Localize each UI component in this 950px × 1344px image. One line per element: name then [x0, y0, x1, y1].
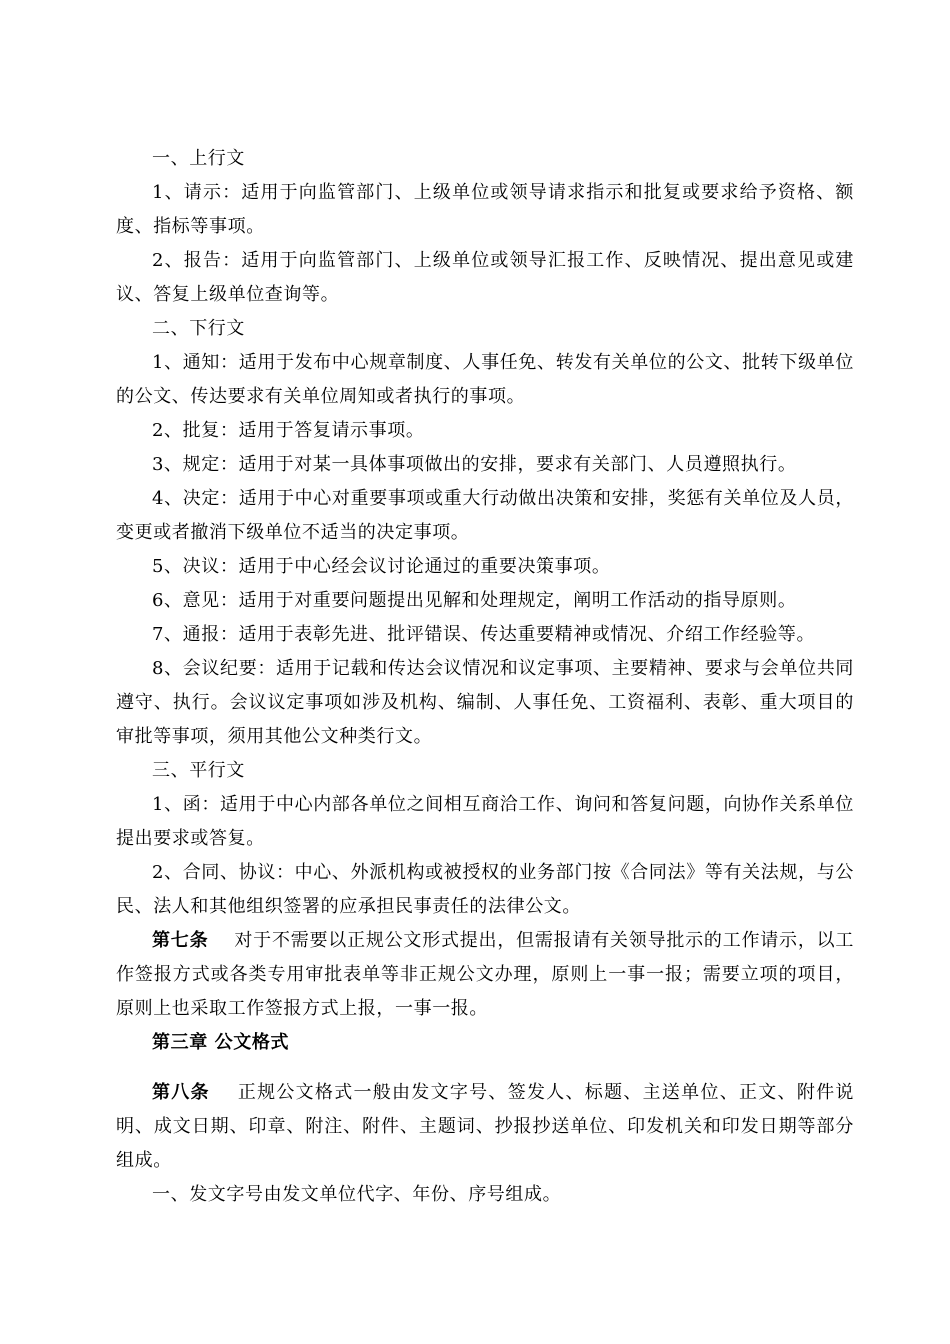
article-8-label: 第八条 [152, 1082, 210, 1103]
item-decision: 4、决定：适用于中心对重要事项或重大行动做出决策和安排，奖惩有关单位及人员，变更或者撤消下级单位不适当的决定事项。 [116, 488, 854, 543]
section-heading-upward: 一、上行文 [152, 148, 245, 169]
document-body [116, 142, 854, 1212]
item-letter: 1、函：适用于中心内部各单位之间相互商洽工作、询问和答复问题，向协作关系单位提出要求或答复。 [116, 794, 854, 849]
article-7-text: 对于不需要以正规公文形式提出，但需报请有关领导批示的工作请示，以工作签报方式或各类专用审批表单等非正规公文办理，原则上一事一报；需要立项的项目，原则上也采取工作签报方式上报，一事一报。 [116, 930, 854, 1019]
item-regulation: 3、规定：适用于对某一具体事项做出的安排，要求有关部门、人员遵照执行。 [152, 454, 797, 475]
article-8-text: 正规公文格式一般由发文字号、签发人、标题、主送单位、正文、附件说明、成文日期、印章、附注、附件、主题词、抄报抄送单位、印发机关和印发日期等部分组成。 [116, 1082, 854, 1171]
item-notice: 1、通知：适用于发布中心规章制度、人事任免、转发有关单位的公文、批转下级单位的公文、传达要求有关单位周知或者执行的事项。 [116, 352, 854, 407]
article-7-label: 第七条 [152, 930, 209, 951]
item-request: 1、请示：适用于向监管部门、上级单位或领导请求指示和批复或要求给予资格、额度、指标等事项。 [116, 182, 854, 237]
article-8 [116, 1076, 854, 1178]
chapter-3-title: 第三章 公文格式 [152, 1032, 290, 1053]
section-heading-parallel: 三、平行文 [152, 760, 245, 781]
item-meeting-minutes: 8、会议纪要：适用于记载和传达会议情况和议定事项、主要精神、要求与会单位共同遵守、执行。会议议定事项如涉及机构、编制、人事任免、工资福利、表彰、重大项目的审批等事项，须用其他公文种类行文。 [116, 658, 854, 747]
item-document-number: 一、发文字号由发文单位代字、年份、序号组成。 [152, 1184, 562, 1205]
article-7 [116, 924, 854, 1026]
item-reply: 2、批复：适用于答复请示事项。 [152, 420, 425, 441]
item-report: 2、报告：适用于向监管部门、上级单位或领导汇报工作、反映情况、提出意见或建议、答复上级单位查询等。 [116, 250, 854, 305]
item-opinion: 6、意见：适用于对重要问题提出见解和处理规定，阐明工作活动的指导原则。 [152, 590, 797, 611]
item-contract: 2、合同、协议：中心、外派机构或被授权的业务部门按《合同法》等有关法规，与公民、法人和其他组织签署的应承担民事责任的法律公文。 [116, 862, 854, 917]
item-bulletin: 7、通报：适用于表彰先进、批评错误、传达重要精神或情况、介绍工作经验等。 [152, 624, 816, 645]
section-heading-downward: 二、下行文 [152, 318, 245, 339]
item-resolution: 5、决议：适用于中心经会议讨论通过的重要决策事项。 [152, 556, 611, 577]
